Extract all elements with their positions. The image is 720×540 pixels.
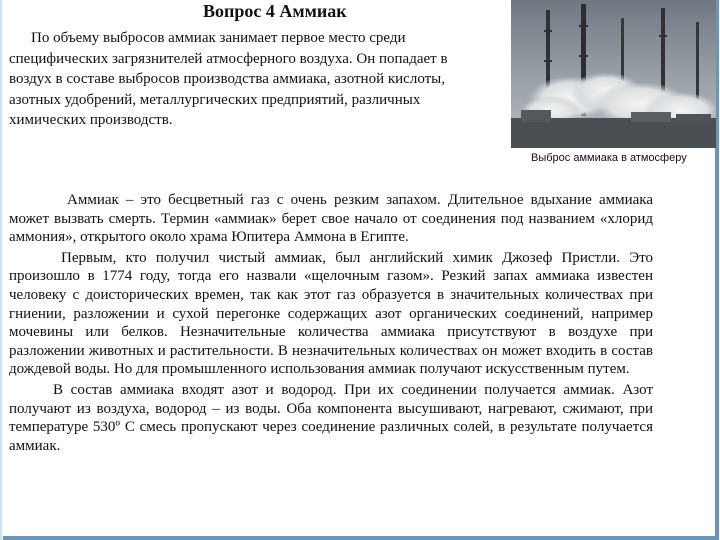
- body-text: [9, 191, 653, 455]
- slide-panel: [3, 0, 719, 540]
- paragraph-ammonia-history: Первым, кто получил чистый аммиак, был английский химик Джозеф Пристли. Это произошло в 1774 году, тогда его назвали «щелочным газом». Резкий запах аммиака известен человеку с доисторических времен, так как этот газ образуется в значительных количествах при гниении, разложении и сухой перегонке содержащих азот органических соединений, например мочевины или белков. Незначительные количества аммиака присутствуют в воздухе при разложении животных и растительности. В незначительных количествах он может входить в состав дождевой воды. Но для промышленного использования аммиак получают искусственным путем.: [9, 249, 653, 378]
- intro-text: [9, 28, 484, 131]
- emission-photo: [511, 0, 716, 148]
- factory-smoke-image: [511, 0, 716, 148]
- slide-title: Вопрос 4 Аммиак: [203, 1, 347, 21]
- image-caption: Выброс аммиака в атмосферу: [531, 152, 687, 164]
- paragraph-ammonia-description: Аммиак – это бесцветный газ с очень резким запахом. Длительное вдыхание аммиака может вызвать смерть. Термин «аммиак» берет свое начало от соединения под названием «хлорид аммония», открытого около храма Юпитера Аммона в Египте.: [9, 192, 653, 246]
- paragraph-ammonia-production: В состав аммиака входят азот и водород. При их соединении получается аммиак. Азот получают из воздуха, водород – из воды. Оба компонента высушивают, нагревают, сжимают, при температуре 530º С смесь пропускают через соединение различных солей, в результате получается аммиак.: [9, 381, 653, 454]
- intro-paragraph: По объему выбросов аммиак занимает первое место среди специфических загрязнителей атмосферного воздуха. Он попадает в воздух в составе выбросов производства аммиака, азотной кислоты, азотных удобрений, металлургических предприятий, различных химических производств.: [9, 30, 448, 129]
